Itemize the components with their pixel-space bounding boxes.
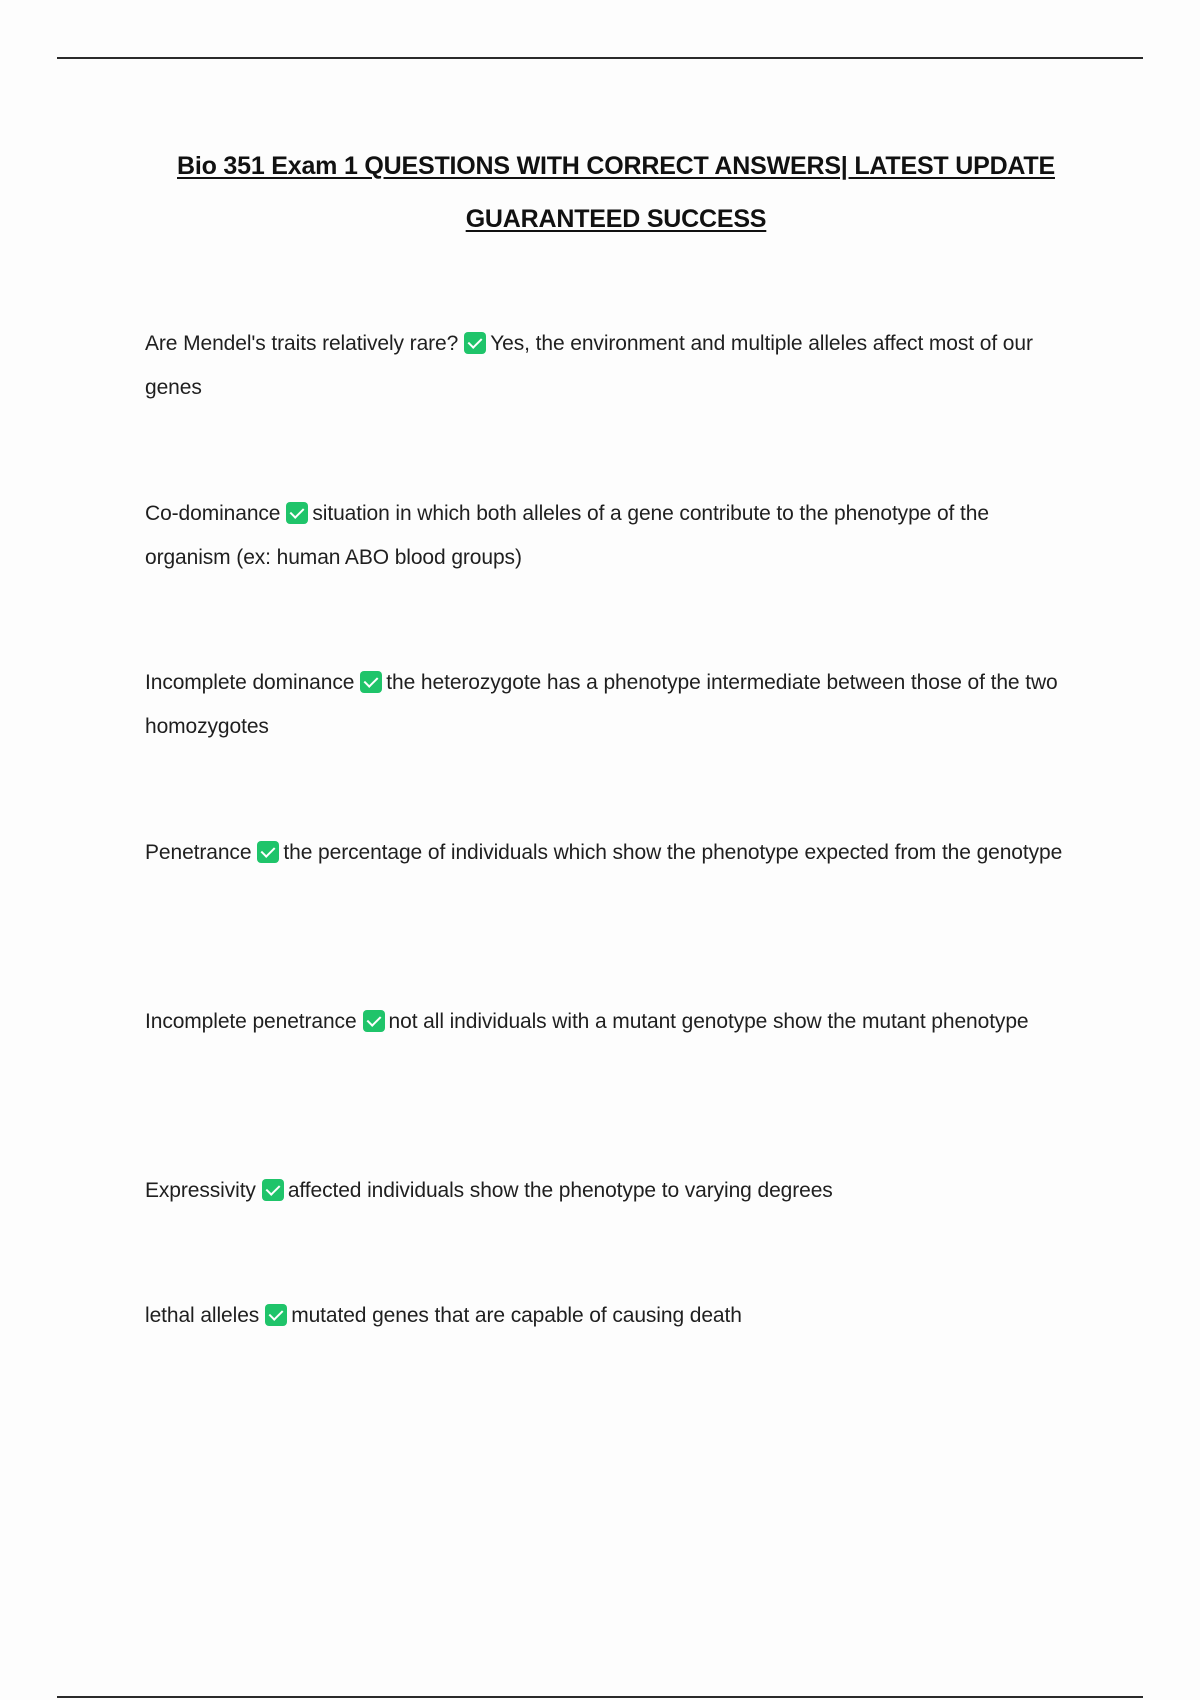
qa-item (145, 1000, 1080, 1044)
qa-answer: mutated genes that are capable of causing death (291, 1304, 742, 1327)
qa-answer: situation in which both alleles of a gene contribute to the phenotype of the organism (ex: human ABO blood groups) (145, 502, 989, 569)
qa-term: Are Mendel's traits relatively rare? (145, 332, 459, 355)
green-checkmark-icon (464, 332, 486, 354)
title-line-2: GUARANTEED SUCCESS (465, 205, 767, 233)
green-checkmark-icon (363, 1010, 385, 1032)
header-rule (57, 57, 1143, 59)
qa-term: Expressivity (145, 1179, 256, 1202)
qa-answer: affected individuals show the phenotype to varying degrees (287, 1179, 833, 1202)
document-title (0, 140, 1200, 246)
qa-term: lethal alleles (145, 1304, 260, 1327)
green-checkmark-icon (265, 1304, 287, 1326)
green-checkmark-icon (286, 502, 308, 524)
green-checkmark-icon (360, 671, 382, 693)
qa-item (145, 831, 1080, 875)
qa-item (145, 1294, 1080, 1338)
qa-item (145, 661, 1080, 749)
qa-term: Penetrance (145, 841, 252, 864)
qa-item (145, 492, 1080, 580)
qa-answer: the percentage of individuals which show the phenotype expected from the genotype (283, 841, 1063, 864)
qa-answer: not all individuals with a mutant genotype show the mutant phenotype (388, 1010, 1029, 1033)
qa-item (145, 1169, 1080, 1213)
qa-answer: Yes, the environment and multiple alleles affect most of our genes (145, 332, 1033, 399)
title-line-1: Bio 351 Exam 1 QUESTIONS WITH CORRECT ANSWERS| LATEST UPDATE (177, 152, 1055, 180)
qa-item (145, 322, 1080, 410)
green-checkmark-icon (262, 1179, 284, 1201)
qa-term: Co-dominance (145, 502, 281, 525)
qa-answer: the heterozygote has a phenotype intermediate between those of the two homozygotes (145, 671, 1058, 738)
qa-term: Incomplete dominance (145, 671, 355, 694)
footer-rule (57, 1696, 1143, 1698)
qa-term: Incomplete penetrance (145, 1010, 357, 1033)
green-checkmark-icon (257, 841, 279, 863)
